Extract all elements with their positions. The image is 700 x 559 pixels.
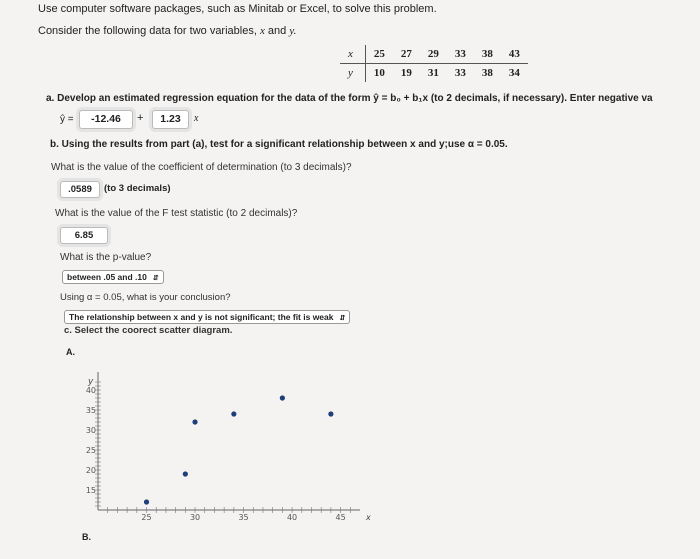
scatter-point (280, 395, 285, 400)
select-arrow-icon: ⇵ (152, 275, 159, 282)
r2-question: What is the value of the coefficient of determination (to 3 decimals)? (51, 162, 352, 173)
part-c-prompt: c. Select the coorect scatter diagram. (64, 325, 233, 336)
x-value: 27 (393, 45, 420, 64)
r2-input[interactable]: .0589 (60, 181, 100, 198)
x-tick-label: 25 (141, 513, 152, 522)
x-suffix: x (194, 113, 199, 124)
scatter-point (183, 471, 188, 476)
and-word: and (267, 25, 287, 37)
var-x: x (259, 25, 265, 37)
x-tick-label: 35 (238, 513, 249, 522)
y-value: 33 (454, 67, 466, 79)
x-tick-label: 30 (189, 513, 201, 522)
x-value: 43 (501, 45, 528, 64)
conclusion-question: Using α = 0.05, what is your conclusion? (60, 292, 231, 303)
y-value: 34 (508, 67, 520, 79)
x-value: 29 (420, 45, 447, 64)
y-tick-label: 15 (85, 486, 96, 495)
select-arrow-icon: ⇵ (339, 315, 346, 322)
part-b-prompt: b. Using the results from part (a), test for a significant relationship between x and y;use α = 0.05. (50, 139, 508, 150)
r2-hint: (to 3 decimals) (104, 183, 171, 194)
x-value: 38 (474, 45, 501, 64)
b0-input[interactable]: -12.46 (79, 110, 133, 129)
y-tick-label: 30 (85, 426, 96, 435)
p-value-question: What is the p-value? (60, 252, 152, 263)
y-axis-label: y (88, 377, 94, 387)
scatter-point (328, 411, 333, 416)
scatter-diagram-a[interactable] (60, 360, 380, 530)
p-value-select[interactable] (62, 270, 164, 284)
y-tick-label: 25 (85, 446, 96, 455)
x-tick-label: 45 (335, 513, 346, 522)
y-label: y (340, 64, 365, 83)
b1-input[interactable]: 1.23 (152, 110, 189, 129)
y-value: 19 (400, 67, 412, 79)
instruction-line-2 (38, 25, 296, 37)
plus-sign: + (137, 112, 144, 124)
x-axis-label: x (366, 513, 371, 522)
y-tick-label: 35 (85, 406, 96, 415)
scatter-point (144, 499, 149, 504)
scatter-point (192, 419, 197, 424)
f-input[interactable]: 6.85 (60, 227, 108, 244)
yhat-label: ŷ = (60, 114, 74, 125)
p-value-selected: between .05 and .10 (67, 272, 147, 282)
x-label: x (340, 45, 365, 64)
conclusion-select[interactable] (64, 310, 350, 324)
x-value: 33 (447, 45, 474, 64)
part-a-prompt: a. Develop an estimated regression equation for the data of the form ŷ = b₀ + b₁x (to 2 decimals, if necessary). Enter negative va (46, 93, 653, 104)
f-question: What is the value of the F test statistic (to 2 decimals)? (55, 208, 298, 219)
y-tick-label: 40 (85, 386, 96, 395)
data-table (340, 45, 528, 82)
option-b-label[interactable]: B. (82, 532, 91, 542)
instruction-line-1: Use computer software packages, such as Minitab or Excel, to solve this problem. (38, 3, 437, 15)
y-value: 31 (427, 67, 439, 79)
x-row (340, 45, 528, 64)
x-value: 25 (365, 45, 393, 64)
y-value: 38 (481, 67, 493, 79)
var-y: y. (289, 25, 297, 37)
scatter-point (231, 411, 236, 416)
y-value: 10 (373, 67, 385, 79)
x-tick-label: 40 (286, 513, 298, 522)
conclusion-selected: The relationship between x and y is not significant; the fit is weak (69, 312, 334, 322)
y-tick-label: 20 (85, 466, 96, 475)
y-row (340, 64, 528, 83)
instruction-line-2-prefix: Consider the following data for two variables, (38, 25, 257, 37)
option-a-label[interactable]: A. (66, 347, 75, 357)
